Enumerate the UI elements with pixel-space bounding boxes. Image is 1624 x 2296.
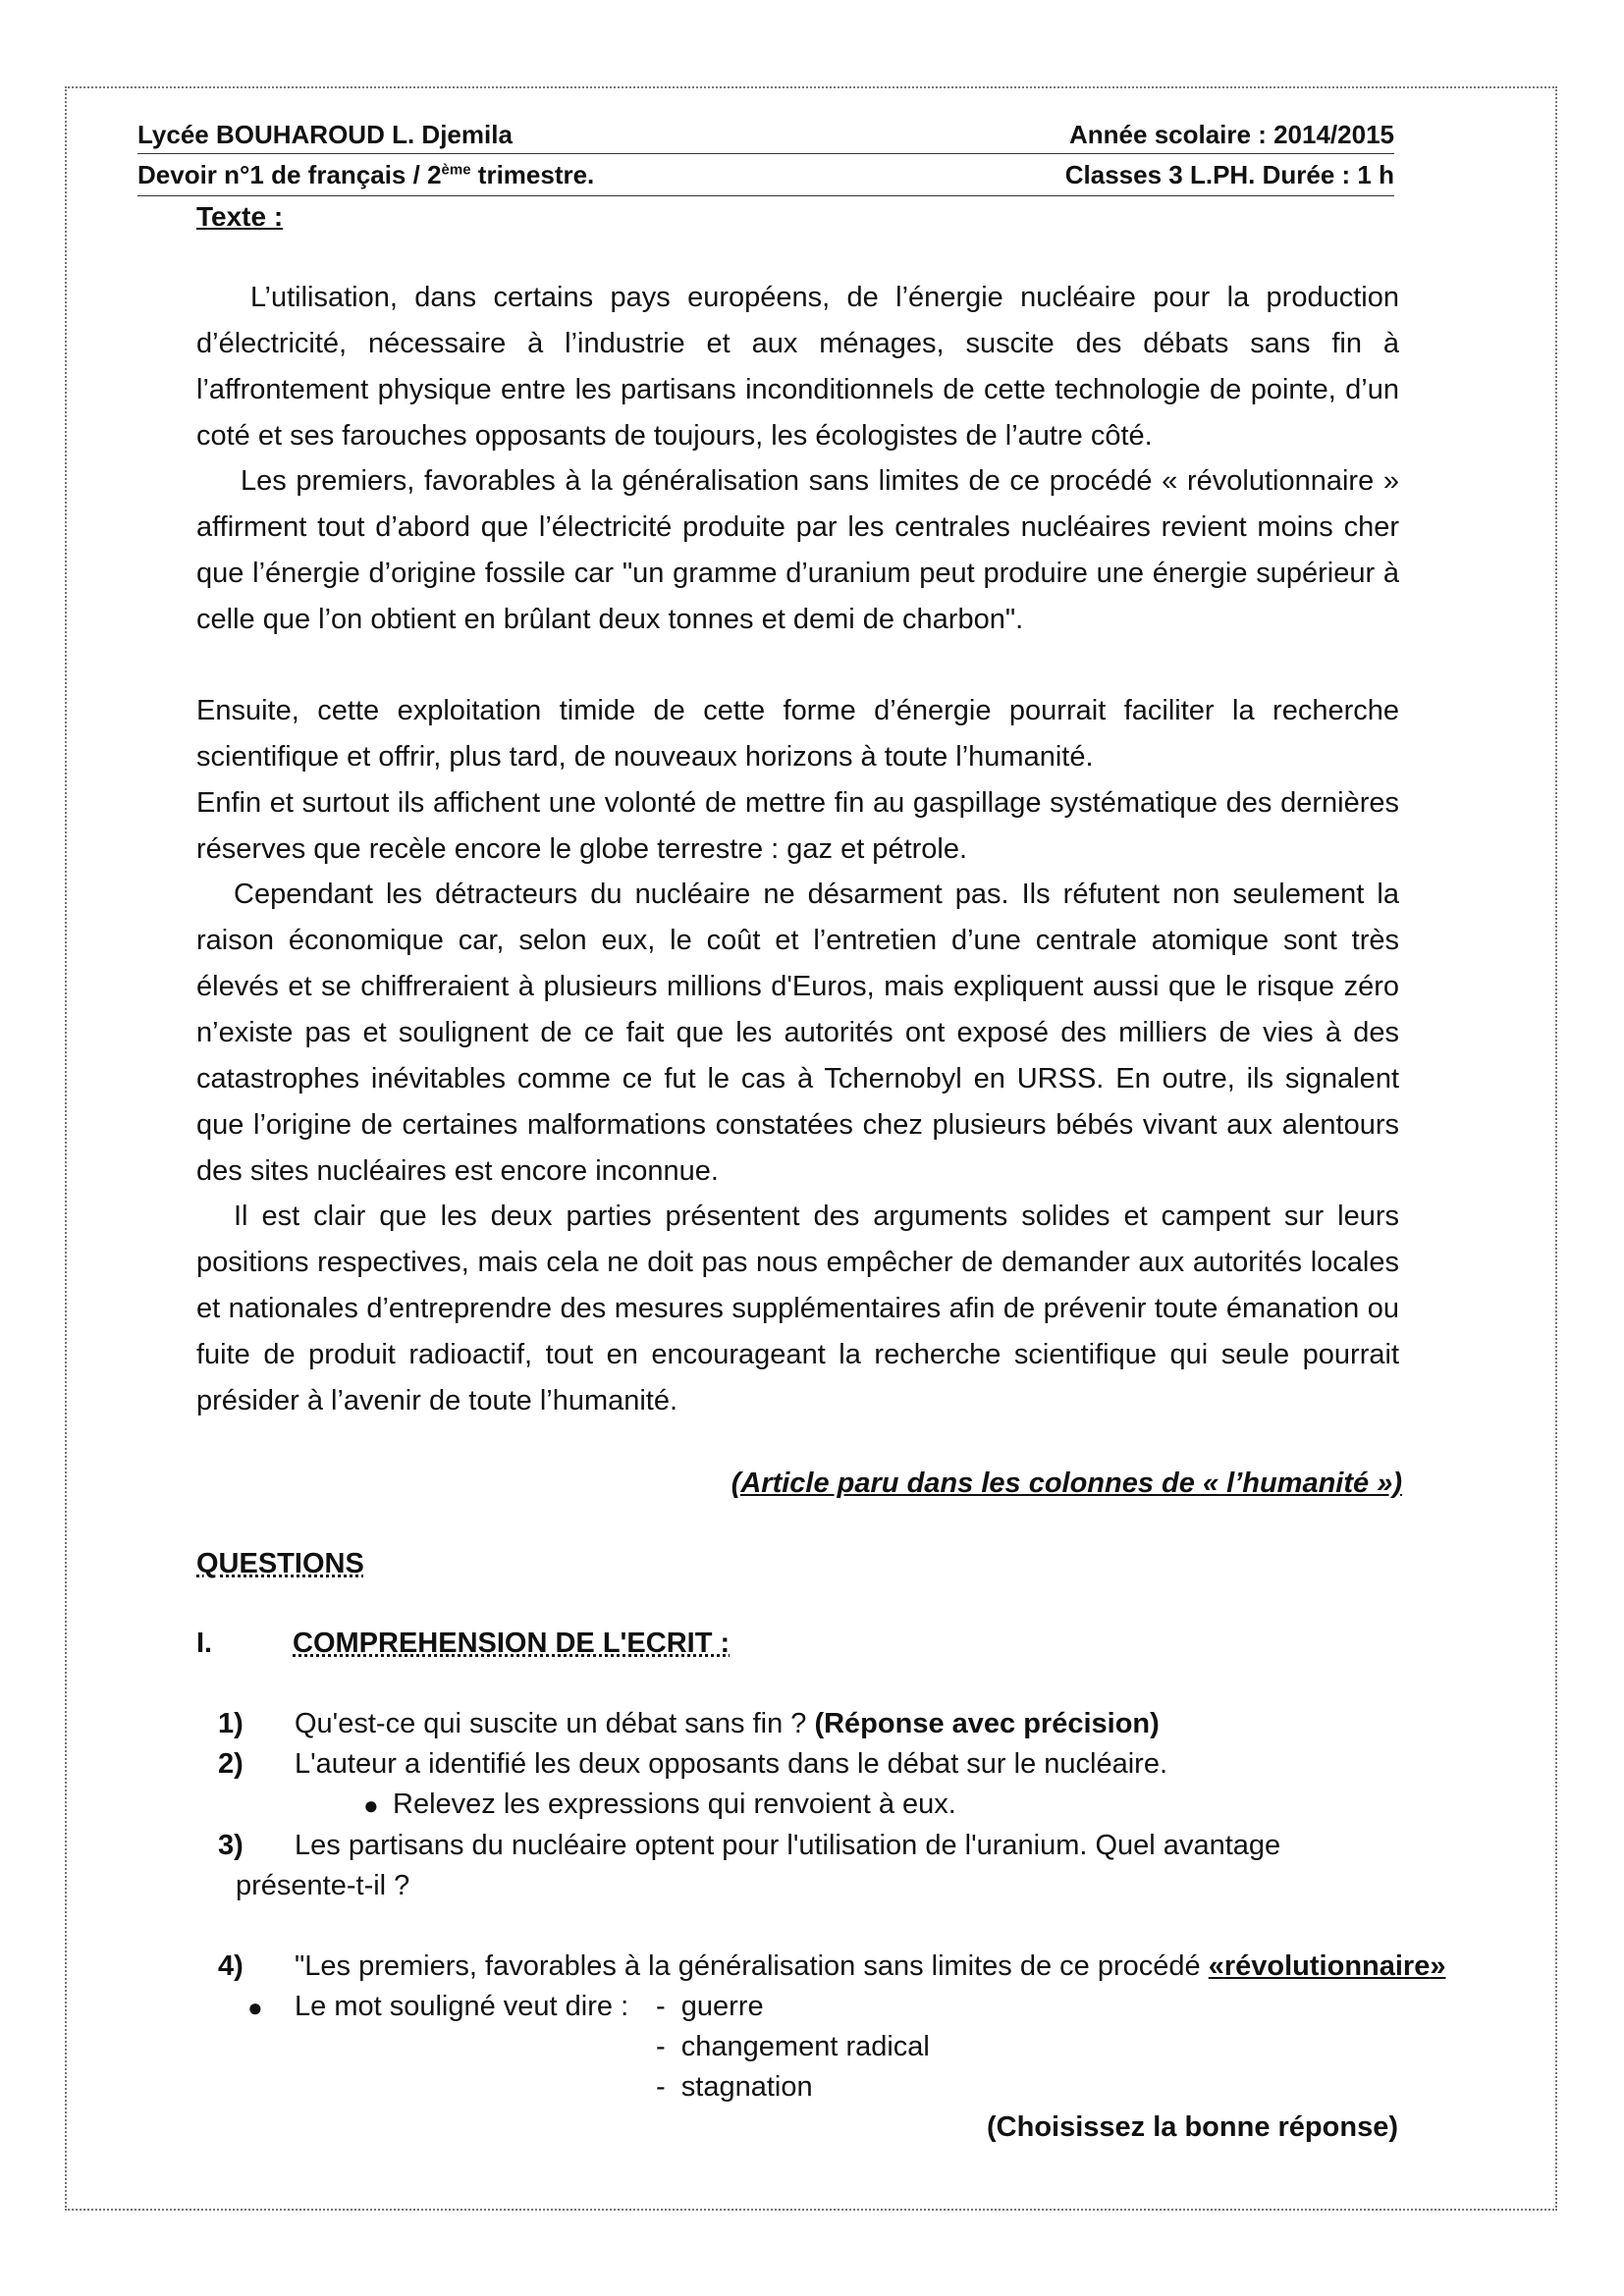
school-name: Lycée BOUHAROUD L. Djemila: [137, 120, 513, 149]
question-1-number: 1): [218, 1708, 244, 1739]
underlined-word: révolutionnaire: [1223, 1950, 1431, 1982]
section-number: I.: [196, 1628, 213, 1659]
question-4-quote: "Les premiers, favorables à la généralisation sans limites de ce procédé «révolutionnaire»: [295, 1950, 1446, 1982]
question-2-text: L'auteur a identifié les deux opposants dans le débat sur le nucléaire.: [295, 1748, 1168, 1780]
bullet-dot: ●: [363, 1790, 379, 1820]
header-rule-2: [137, 195, 1394, 196]
question-1-text: Qu'est-ce qui suscite un débat sans fin ? (Réponse avec précision): [295, 1708, 1160, 1739]
question-3-line-2: présente-t-il ?: [236, 1870, 410, 1901]
choose-instruction: (Choisissez la bonne réponse): [987, 2111, 1398, 2143]
question-4-bullet: Le mot souligné veut dire :: [295, 1991, 629, 2022]
question-3-line-1: Les partisans du nucléaire optent pour l'utilisation de l'uranium. Quel avantage: [295, 1830, 1281, 1861]
header-rule-1: [137, 153, 1394, 154]
paragraph-5: Cependant les détracteurs du nucléaire ne désarment pas. Ils réfutent non seulement la raison économique car, selon eux, le coût et l’entretien d’une centrale atomique sont très élevés et se chiffreraient à plusieurs millions d'Euros, mais expliquent aussi que le risque zéro n’existe pas et soulignent de ce fait que les autorités ont exposé des milliers de vies à des catastrophes inévitables comme ce fut le cas à Tchernobyl en URSS. En outre, ils signalent que l’origine de certaines malformations constatées chez plusieurs bébés vivant aux alentours des sites nucléaires est encore inconnue.: [196, 879, 1399, 1187]
answer-option-3: - stagnation: [656, 2071, 813, 2103]
bullet-dot: ●: [247, 1993, 263, 2022]
question-4-number: 4): [218, 1950, 244, 1982]
school-year: Année scolaire : 2014/2015: [1069, 120, 1394, 149]
answer-option-1: - guerre: [656, 1991, 764, 2022]
questions-title: QUESTIONS: [196, 1548, 364, 1579]
paragraph-6: Il est clair que les deux parties présentent des arguments solides et campent sur leurs positions respectives, mais cela ne doit pas nous empêcher de demander aux autorités locales et nationales d’entreprendre des mesures supplémentaires afin de prévenir toute émanation ou fuite de produit radioactif, tout en encourageant la recherche scientifique qui seule pourrait présider à l’avenir de toute l’humanité.: [196, 1201, 1399, 1416]
paragraph-3: Ensuite, cette exploitation timide de cette forme d’énergie pourrait faciliter la recherche scientifique et offrir, plus tard, de nouveaux horizons à toute l’humanité.: [196, 695, 1399, 773]
paragraph-4: Enfin et surtout ils affichent une volonté de mettre fin au gaspillage systématique des dernières réserves que recèle encore le globe terrestre : gaz et pétrole.: [196, 787, 1399, 865]
answer-option-2: - changement radical: [656, 2031, 930, 2062]
question-2-number: 2): [218, 1748, 244, 1780]
paragraph-2: Les premiers, favorables à la généralisation sans limites de ce procédé « révolutionnaire » affirment tout d’abord que l’électricité produite par les centrales nucléaires revient moins cher que l’énergie d’origine fossile car "un gramme d’uranium peut produire une énergie supérieur à celle que l’on obtient en brûlant deux tonnes et demi de charbon".: [196, 465, 1399, 635]
question-2-bullet: Relevez les expressions qui renvoient à eux.: [393, 1789, 956, 1820]
exam-title: Devoir n°1 de français / 2ème trimestre.: [137, 160, 595, 189]
section-title: COMPREHENSION DE L'ECRIT :: [293, 1628, 731, 1659]
article-source: (Article paru dans les colonnes de « l’humanité »): [731, 1468, 1402, 1499]
question-3-number: 3): [218, 1830, 244, 1861]
texte-title: Texte :: [196, 201, 284, 232]
classes-duration: Classes 3 L.PH. Durée : 1 h: [1064, 160, 1394, 189]
paragraph-1: L’utilisation, dans certains pays européens, de l’énergie nucléaire pour la production d’électricité, nécessaire à l’industrie et aux ménages, suscite des débats sans fin à l’affrontement physique entre les partisans inconditionnels de cette technologie de pointe, d’un coté et ses farouches opposants de toujours, les écologistes de l’autre côté.: [196, 282, 1399, 452]
